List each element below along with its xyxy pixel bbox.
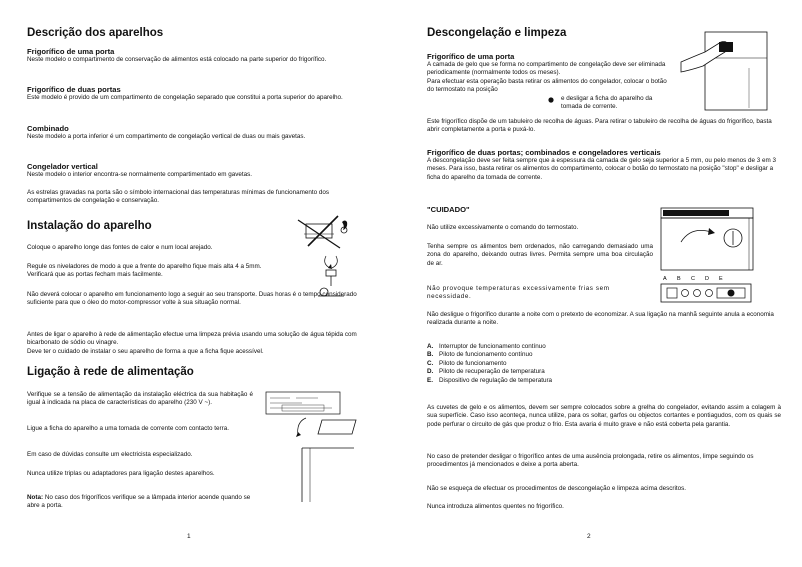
text-estrelas: As estrelas gravadas na porta são o símbolo internacional das temperaturas mínimas de funcionamento dos compartimentos de congelação e conservação. [27,189,330,205]
text-nota [27,494,253,511]
panel-letter-b: B [677,276,681,282]
text-ligacao-3: Em caso de dúvidas consulte um electricista especializado. [27,451,193,458]
text-descong-3: Este frigorífico dispõe de um tabuleiro de recolha de águas. Para retirar o tabuleiro de recolha de águas do frigorífico, basta abrir completamente a porta e puxá-lo. [427,118,772,134]
legend-item: B. Piloto de funcionamento contínuo [427,351,533,359]
text-ligacao-1: Verifique se a tensão de alimentação da instalação eléctrica da sua habitação é igual à indicada na placa de características do aparelho (230 V ~). [27,391,253,407]
text-alimentos-quentes: Nunca introduza alimentos quentes no frigorífico. [427,503,564,510]
text-ausencia: No caso de pretender desligar o frigorífico antes de uma ausência prolongada, retire os alimentos, limpe seguindo os procedimentos já mencionados e deixe a porta aberta. [427,453,754,469]
text-cuvetes: As cuvetes de gelo e os alimentos, devem ser sempre colocados sobre a grelha do congelador, evitando assim a colagem à sua superfície. Caso isso aconteça, nunca utilize, para os soltar, garfos ou objectos cortantes e pontiagudos, com os quais se pode perfurar o circuito de gás que produz o frio. Esta avaria é muito grave e não está coberta pela garantia. [427,404,781,428]
control-legend [427,343,552,385]
legend-item: A. Interruptor de funcionamento contínuo [427,343,546,350]
section-title-ligacao: Ligação à rede de alimentação [27,366,194,378]
text-congelador-vertical: Neste modelo o interior encontra-se normalmente compartimentado em gavetas. [27,171,253,178]
rating-plate-illustration [262,390,358,506]
thermostat-dot-icon [547,96,555,104]
text-frig-uma-porta: Neste modelo o compartimento de conservação de alimentos está colocado na parte superior do frigorífico. [27,56,327,63]
legend-item: D. Piloto de recuperação de temperatura [427,368,545,376]
subtitle-frig-uma-porta: Frigorífico de uma porta [27,47,115,56]
text-frig-duas-portas: Este modelo é provido de um compartimento de congelação separado que constitui a porta superior do aparelho. [27,94,343,101]
text-descong-1: A camada de gelo que se forma no compartimento de congelação deve ser eliminada periodicamente (normalmente todos os meses). [427,61,666,77]
subtitle-frig-uma-porta-2: Frigorífico de uma porta [427,52,515,61]
subtitle-duas-portas-combinados: Frigorífico de duas portas; combinados e congeladores verticais [427,148,661,157]
legend-item: E. Dispositivo de regulação de temperatura [427,376,553,384]
subtitle-combinado: Combinado [27,124,69,133]
control-panel-illustration [659,274,759,306]
caution-title: "CUIDADO" [427,205,470,214]
page-number: 1 [187,533,191,540]
text-cuidado-2: Tenha sempre os alimentos bem ordenados, não carregando demasiado uma zona do aparelho, deixando outras livres. Permita sempre uma boa circulação de ar. [427,243,653,267]
page-number: 2 [587,533,591,540]
text-cuidado-1: Não utilize excessivamente o comando do termostato. [427,224,579,231]
panel-letter-d: D [705,276,709,282]
text-descong-2b: e desligar a ficha do aparelho da tomada de corrente. [561,95,653,111]
nota-label: Nota: [27,494,44,501]
legend-item: C. Piloto de funcionamento [427,359,507,367]
page-2 [401,0,802,567]
text-instalacao-2: Regule os niveladores de modo a que a frente do aparelho fique mais alta 4 a 5mm. Verificará que as portas fecham mais facilmente. [27,263,262,279]
thermostat-illustration [659,206,755,272]
section-title-descongelacao: Descongelação e limpeza [427,27,567,39]
text-ligacao-2: Ligue a ficha do aparelho a uma tomada de corrente com contacto terra. [27,425,229,432]
text-descong-2a: Para efectuar esta operação basta retirar os alimentos do congelador, colocar o botão do termostato na posição [427,78,667,94]
text-instalacao-3: Não deverá colocar o aparelho em funcionamento logo a seguir ao seu transporte. Duas horas é o tempo considerado suficiente para que o óleo do motor-compressor volte à sua situação normal. [27,291,357,307]
section-title-instalacao: Instalação do aparelho [27,220,152,232]
panel-letter-a: A [663,276,667,282]
text-instalacao-4: Antes de ligar o aparelho à rede de alimentação efectue uma limpeza prévia usando uma solução de água tépida com bicarbonato de sódio ou vinagre. [27,331,357,347]
text-cuidado-3: Não provoque temperaturas excessivamente frias sem necessidade. [427,285,610,301]
text-instalacao-1: Coloque o aparelho longe das fontes de calor e num local arejado. [27,244,213,251]
subtitle-frig-duas-portas: Frigorífico de duas portas [27,85,121,94]
text-cuidado-4: Não desligue o frigorífico durante a noite com o pretexto de economizar. A sua ligação na manhã seguinte anula a economia realizada durante a noite. [427,311,774,327]
subtitle-congelador-vertical: Congelador vertical [27,162,98,171]
section-title-descricao: Descrição dos aparelhos [27,27,164,39]
defrost-illustration [679,28,769,112]
text-instalacao-5: Deve ter o cuidado de instalar o seu aparelho de forma a que a ficha fique acessível. [27,348,264,355]
text-descong-4: A descongelação deve ser feita sempre que a espessura da camada de gelo seja superior a 5 mm, ou pelo menos de 3 em 3 meses. Para isso, basta retirar os alimentos do compartimento, colocar o botão do termostato na posição "stop" e desligar a ficha do aparelho da tomada de corrente. [427,157,776,181]
panel-letter-e: E [719,276,723,282]
text-ligacao-4: Nunca utilize triplas ou adaptadores para ligação destes aparelhos. [27,470,215,477]
panel-letter-c: C [691,276,695,282]
text-combinado: Neste modelo a porta inferior é um compartimento de congelação vertical de duas ou mais gavetas. [27,133,306,140]
text-procedimentos: Não se esqueça de efectuar os procedimentos de descongelação e limpeza acima descritos. [427,485,687,492]
nota-text: No caso dos frigoríficos verifique se a lâmpada interior acende quando se abre a porta. [27,494,251,510]
